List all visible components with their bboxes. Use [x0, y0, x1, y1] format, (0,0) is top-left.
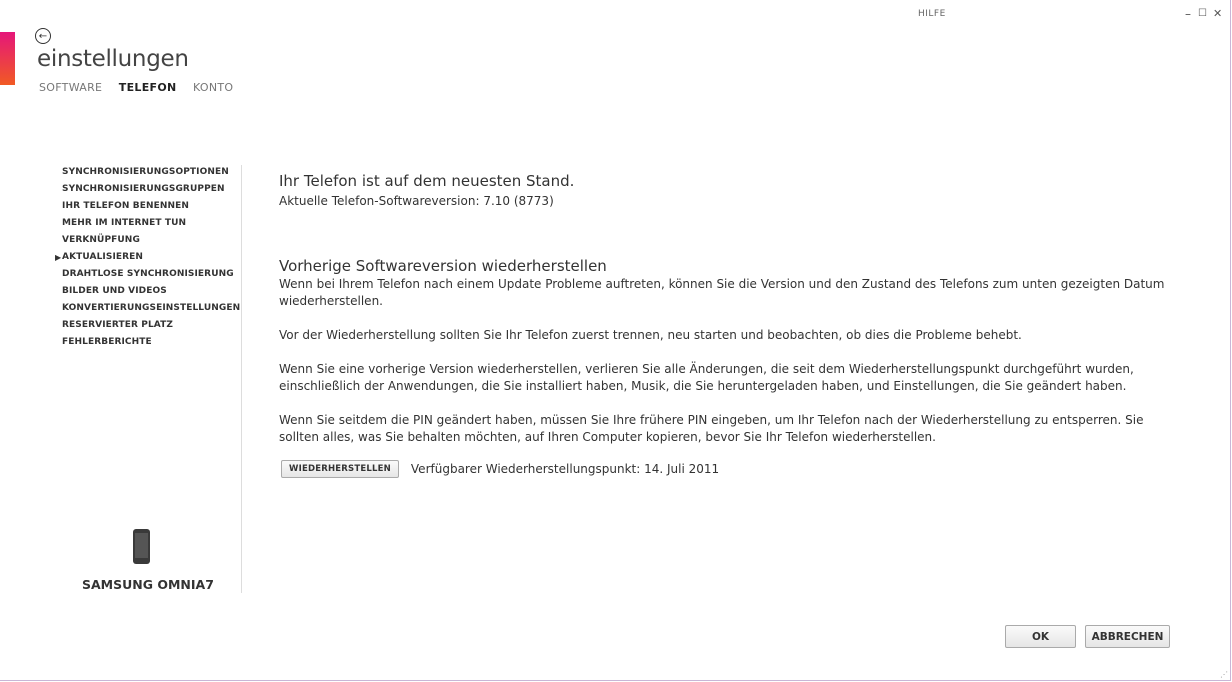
back-button[interactable] [35, 28, 51, 44]
pin-warning-paragraph: Wenn Sie seitdem die PIN geändert haben, müssen Sie Ihre frühere PIN eingeben, um Ihr Telefon nach der Wiederherstellung zu entsperren. Sie sollten alles, was Sie behalten möchten, auf Ihren Computer kopieren, bevor Sie Ihr Telefon wiederherstellen. [279, 413, 1144, 444]
cancel-button[interactable]: ABBRECHEN [1085, 625, 1170, 648]
page-title: einstellungen [37, 46, 189, 72]
sidebar [55, 166, 241, 353]
restore-info-paragraph: Wenn bei Ihrem Telefon nach einem Update Probleme auftreten, können Sie die Version und den Zustand des Telefons zum unten gezeigten Datum wiederherstellen. [279, 277, 1165, 308]
restore-heading: Vorherige Softwareversion wiederherstellen [279, 257, 607, 275]
maximize-icon[interactable]: ☐ [1198, 8, 1207, 19]
accent-bar [0, 32, 15, 85]
version-text: Aktuelle Telefon-Softwareversion: 7.10 (8773) [279, 194, 554, 208]
phone-icon [133, 529, 150, 564]
restore-row [281, 460, 719, 478]
back-arrow-icon: ← [38, 30, 48, 42]
sidebar-item-verknuepfung[interactable]: VERKNÜPFUNG [62, 235, 140, 245]
restore-button[interactable]: WIEDERHERSTELLEN [281, 460, 399, 478]
sidebar-item-aktualisieren[interactable] [55, 251, 240, 268]
restore-point-text: Verfügbarer Wiederherstellungspunkt: 14. Juli 2011 [410, 462, 720, 476]
sidebar-item-drahtlose-synchronisierung[interactable]: DRAHTLOSE SYNCHRONISIERUNG [62, 269, 234, 279]
selected-arrow-icon: ▶ [55, 253, 62, 262]
sidebar-item-reservierter-platz[interactable]: RESERVIERTER PLATZ [62, 320, 174, 330]
sidebar-divider [241, 165, 242, 593]
restore-advice-paragraph: Vor der Wiederherstellung sollten Sie Ihr Telefon zuerst trennen, neu starten und beobachten, ob dies die Probleme behebt. [279, 328, 1022, 342]
tab-telefon[interactable]: TELEFON [118, 81, 177, 94]
status-heading: Ihr Telefon ist auf dem neuesten Stand. [279, 172, 575, 190]
close-icon[interactable]: ✕ [1213, 7, 1223, 20]
minimize-icon[interactable]: – [1185, 7, 1191, 21]
sidebar-item-konvertierung[interactable]: KONVERTIERUNGSEINSTELLUNGEN [62, 303, 241, 313]
sidebar-item-internet[interactable]: MEHR IM INTERNET TUN [62, 218, 187, 228]
sidebar-item-fehlerberichte[interactable]: FEHLERBERICHTE [62, 337, 152, 347]
sidebar-item-synchronisierungsoptionen[interactable]: SYNCHRONISIERUNGSOPTIONEN [62, 167, 229, 177]
tab-konto[interactable]: KONTO [193, 81, 234, 94]
restore-warning-paragraph: Wenn Sie eine vorherige Version wiederherstellen, verlieren Sie alle Änderungen, die seit dem Wiederherstellungspunkt durchgeführt wurden, einschließlich der Anwendungen, die Sie installiert haben, Musik, die Sie heruntergeladen haben, und Einstellungen, die Sie geändert haben. [279, 362, 1134, 393]
ok-button[interactable]: OK [1005, 625, 1076, 648]
sidebar-item-synchronisierungsgruppen[interactable]: SYNCHRONISIERUNGSGRUPPEN [62, 184, 225, 194]
tab-software[interactable]: SOFTWARE [39, 81, 103, 94]
tab-bar [39, 81, 246, 94]
sidebar-item-telefon-benennen[interactable]: IHR TELEFON BENENNEN [62, 201, 190, 211]
resize-grip-icon[interactable]: ⋰ [1220, 670, 1228, 679]
main-content [279, 172, 1169, 446]
help-link[interactable]: HILFE [918, 9, 946, 19]
sidebar-item-bilder-videos[interactable]: BILDER UND VIDEOS [62, 286, 167, 296]
device-name: SAMSUNG OMNIA7 [82, 577, 214, 592]
sidebar-item-label: AKTUALISIEREN [62, 252, 144, 262]
